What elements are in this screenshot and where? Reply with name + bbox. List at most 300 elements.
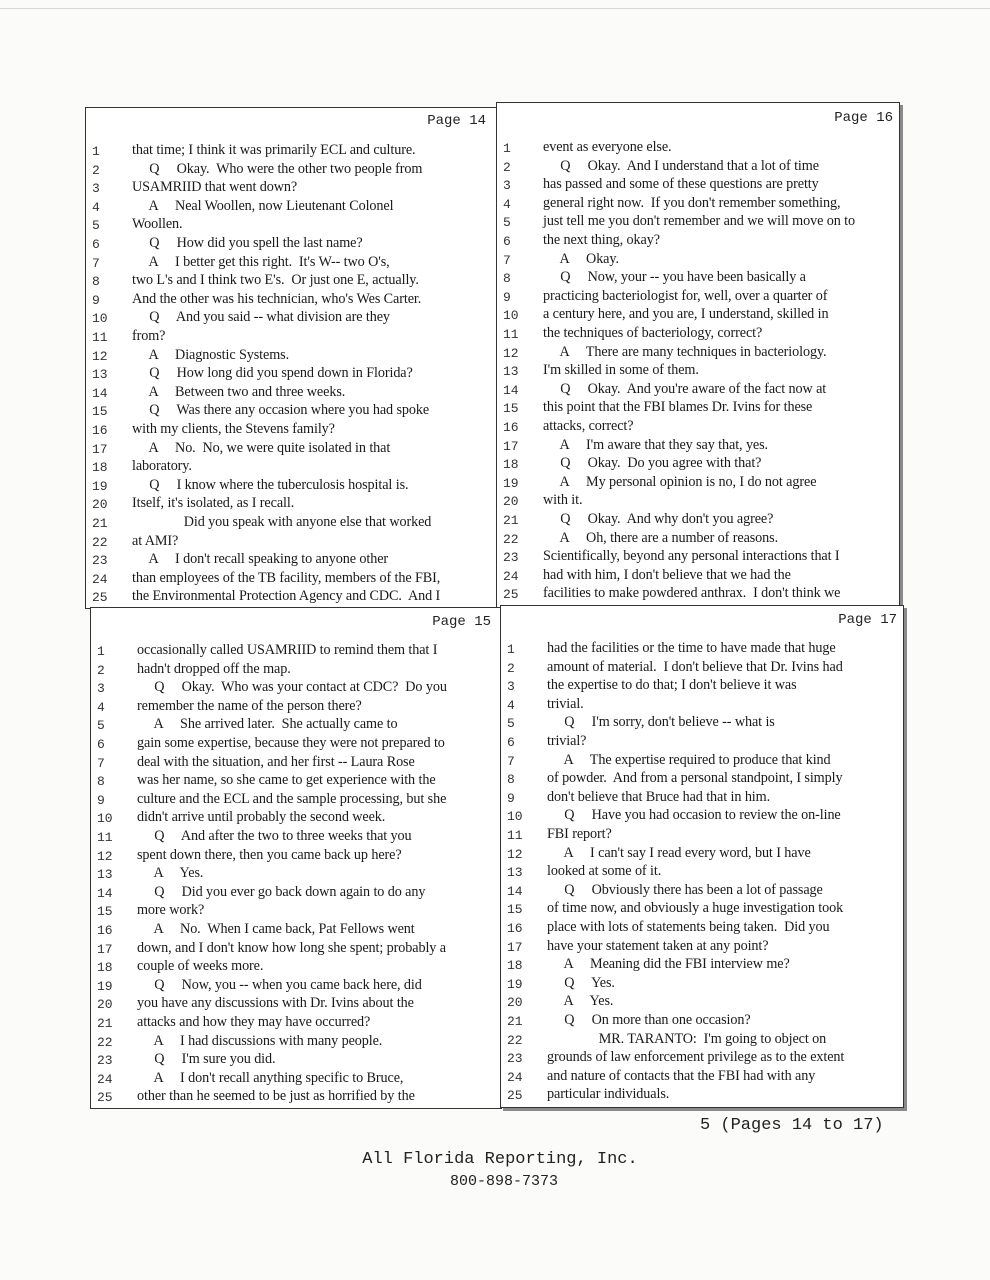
transcript-line	[91, 958, 501, 977]
transcript-line	[86, 328, 496, 347]
transcript-line	[91, 716, 501, 735]
line-text: have your statement taken at any point?	[547, 937, 769, 954]
line-number: 19	[97, 978, 113, 994]
line-text: with my clients, the Stevens family?	[132, 421, 335, 437]
transcript-line	[91, 865, 501, 884]
line-text: down, and I don't know how long she spent; probably a	[137, 939, 446, 956]
line-number: 12	[92, 348, 108, 364]
line-text: place with lots of statements being taken. Did you	[547, 919, 830, 935]
transcript-line	[91, 809, 501, 828]
line-number: 18	[507, 958, 523, 974]
line-text: Q Have you had occasion to review the on-line	[547, 807, 841, 824]
line-number: 11	[92, 330, 108, 345]
transcript-line	[497, 418, 899, 437]
line-text: A Between two and three weeks.	[132, 383, 346, 400]
line-text: Q Obviously there has been a lot of passage	[547, 881, 823, 898]
line-text: just tell me you don't remember and we will move on to	[543, 213, 855, 230]
line-number: 4	[92, 199, 100, 215]
line-text: A Oh, there are a number of reasons.	[543, 529, 779, 546]
line-text: than employees of the TB facility, members of the FBI,	[132, 569, 441, 586]
quadrant-page-17	[500, 605, 904, 1108]
transcript-line	[501, 807, 903, 826]
line-number: 15	[97, 904, 113, 920]
line-number: 11	[503, 327, 519, 342]
line-text: Q Okay. Who were the other two people from	[132, 160, 423, 177]
line-text: I'm skilled in some of them.	[543, 362, 699, 379]
transcript-line	[501, 863, 903, 882]
line-number: 19	[507, 976, 523, 992]
transcript-line	[91, 847, 501, 866]
line-text: spent down there, then you came back up here?	[137, 846, 402, 863]
line-number: 1	[97, 644, 105, 659]
transcript-line	[501, 1049, 903, 1068]
transcript-line	[497, 492, 899, 511]
transcript-line	[91, 940, 501, 959]
transcript-line	[91, 1070, 501, 1089]
line-text: A There are many techniques in bacteriology.	[543, 343, 827, 360]
transcript-line	[501, 845, 903, 864]
line-number: 4	[97, 699, 105, 715]
line-number: 3	[97, 681, 105, 697]
line-text: couple of weeks more.	[137, 958, 264, 975]
line-number: 20	[507, 995, 523, 1011]
line-text: A The expertise required to produce that kind	[547, 751, 831, 768]
line-number: 23	[503, 550, 519, 566]
line-text: A Diagnostic Systems.	[132, 346, 290, 363]
line-number: 8	[97, 774, 105, 790]
transcript-line	[91, 977, 501, 996]
line-text: from?	[132, 328, 166, 344]
line-text: remember the name of the person there?	[137, 697, 362, 714]
line-text: amount of material. I don't believe that Dr. Ivins had	[547, 658, 843, 675]
line-number: 10	[503, 308, 519, 324]
transcript-line	[91, 1014, 501, 1033]
line-number: 5	[507, 716, 515, 732]
line-number: 21	[97, 1016, 113, 1031]
transcript-line	[86, 216, 496, 235]
line-number: 16	[92, 423, 108, 438]
transcript-line	[86, 402, 496, 421]
transcript-line	[497, 195, 899, 214]
line-text: Q Did you ever go back down again to do any	[137, 883, 426, 900]
line-number: 20	[503, 494, 519, 510]
line-text: A Okay.	[543, 250, 619, 267]
transcript-line	[91, 735, 501, 754]
transcript-line	[501, 659, 903, 678]
line-number: 10	[507, 809, 523, 825]
line-number: 14	[92, 385, 108, 401]
transcript-line	[497, 548, 899, 567]
line-number: 24	[507, 1069, 523, 1085]
transcript-line	[497, 399, 899, 418]
line-number: 5	[92, 218, 100, 234]
line-text: A No. No, we were quite isolated in that	[132, 439, 391, 456]
transcript-line	[86, 309, 496, 328]
transcript-line	[86, 235, 496, 254]
line-text: A I had discussions with many people.	[137, 1032, 383, 1049]
transcript-line	[497, 511, 899, 530]
line-number: 23	[507, 1051, 523, 1067]
line-number: 20	[92, 497, 108, 513]
line-text: Q Okay. And I understand that a lot of time	[543, 157, 819, 174]
transcript-line	[501, 770, 903, 789]
transcript-line	[501, 919, 903, 938]
line-number: 18	[92, 460, 108, 476]
line-number: 24	[97, 1071, 113, 1087]
line-number: 25	[92, 590, 108, 606]
transcript-line	[86, 254, 496, 273]
line-number: 22	[97, 1034, 113, 1050]
line-text: A Yes.	[137, 865, 204, 882]
line-text: Q And after the two to three weeks that you	[137, 828, 412, 844]
line-text: was her name, so she came to get experience with the	[137, 772, 436, 789]
line-text: attacks, correct?	[543, 418, 634, 434]
line-number: 12	[507, 846, 523, 862]
line-number: 12	[503, 345, 519, 361]
transcript-line	[497, 474, 899, 493]
transcript-line	[497, 288, 899, 307]
transcript-line	[501, 882, 903, 901]
line-text: particular individuals.	[547, 1086, 670, 1103]
line-text: the Environmental Protection Agency and CDC. And I	[132, 588, 441, 605]
line-number: 3	[507, 679, 515, 695]
line-number: 12	[97, 848, 113, 864]
transcript-line	[91, 772, 501, 791]
line-number: 20	[97, 997, 113, 1013]
transcript-line	[86, 291, 496, 310]
footer-phone-number: 800-898-7373	[449, 1173, 559, 1190]
line-number: 8	[92, 274, 100, 290]
line-text: Q How did you spell the last name?	[132, 235, 363, 251]
line-text: Q And you said -- what division are they	[132, 309, 390, 326]
quadrant-page-16	[496, 102, 900, 608]
line-text: Q Now, you -- when you came back here, did	[137, 976, 422, 993]
line-number: 21	[92, 516, 108, 531]
page-label: Page 16	[834, 110, 893, 126]
line-number: 1	[507, 642, 515, 657]
line-number: 9	[503, 289, 511, 305]
line-number: 22	[92, 534, 108, 550]
line-text: at AMI?	[132, 532, 179, 549]
line-text: hadn't dropped off the map.	[137, 660, 291, 677]
transcript-line	[86, 161, 496, 180]
line-text: of time now, and obviously a huge investigation took	[547, 900, 844, 917]
line-text: Itself, it's isolated, as I recall.	[132, 495, 295, 512]
line-number: 10	[92, 311, 108, 327]
line-number: 8	[507, 772, 515, 788]
transcript-line	[497, 139, 899, 158]
line-text: grounds of law enforcement privilege as to the extent	[547, 1049, 845, 1066]
line-text: more work?	[137, 902, 205, 919]
transcript-line	[91, 661, 501, 680]
transcript-line	[91, 1033, 501, 1052]
line-number: 3	[503, 178, 511, 194]
transcript-line	[501, 993, 903, 1012]
transcript-line	[91, 642, 501, 661]
line-text: had the facilities or the time to have made that huge	[547, 640, 836, 656]
line-number: 9	[92, 292, 100, 308]
transcript-line	[497, 455, 899, 474]
transcript-line	[497, 530, 899, 549]
line-number: 13	[92, 367, 108, 383]
line-text: don't believe that Bruce had that in him.	[547, 788, 771, 805]
transcript-line	[86, 588, 496, 607]
line-number: 16	[97, 923, 113, 938]
transcript-line	[91, 698, 501, 717]
line-text: laboratory.	[132, 458, 192, 475]
transcript-line	[501, 900, 903, 919]
line-number: 23	[92, 553, 108, 569]
transcript-line	[497, 585, 899, 604]
transcript-line	[86, 495, 496, 514]
line-text: deal with the situation, and her first -- Laura Rose	[137, 753, 415, 770]
transcript-line	[86, 179, 496, 198]
line-text: A I don't recall anything specific to Bruce,	[137, 1069, 404, 1086]
line-text: Scientifically, beyond any personal interactions that I	[543, 548, 840, 565]
transcript-line	[497, 381, 899, 400]
line-text: And the other was his technician, who's Wes Carter.	[132, 290, 422, 307]
line-number: 19	[503, 475, 519, 491]
line-text: event as everyone else.	[543, 139, 672, 155]
transcript-line	[497, 251, 899, 270]
line-text: gain some expertise, because they were not prepared to	[137, 735, 445, 751]
line-text: MR. TARANTO: I'm going to object on	[547, 1030, 827, 1047]
line-text: and nature of contacts that the FBI had with any	[547, 1067, 816, 1084]
quadrant-page-15	[90, 607, 502, 1109]
line-number: 7	[503, 252, 511, 268]
transcript-line	[91, 828, 501, 847]
transcript-line	[86, 347, 496, 366]
line-text: the expertise to do that; I don't believe it was	[547, 677, 797, 694]
line-number: 2	[97, 662, 105, 678]
transcript-line	[497, 158, 899, 177]
transcript-line	[497, 213, 899, 232]
transcript-line	[86, 421, 496, 440]
line-number: 15	[92, 404, 108, 420]
line-number: 14	[507, 883, 523, 899]
line-text: Q Okay. And why don't you agree?	[543, 511, 774, 527]
top-edge-rule	[0, 8, 990, 9]
line-number: 9	[97, 792, 105, 808]
transcript-line	[501, 1086, 903, 1105]
line-number: 16	[503, 420, 519, 435]
line-text: facilities to make powdered anthrax. I don't think we	[543, 585, 841, 602]
line-text: Q Now, your -- you have been basically a	[543, 269, 806, 286]
line-text: you have any discussions with Dr. Ivins about the	[137, 995, 414, 1012]
line-text: Q I'm sure you did.	[137, 1051, 276, 1068]
line-text: the next thing, okay?	[543, 232, 660, 248]
transcript-line	[501, 1031, 903, 1050]
transcript-line	[497, 567, 899, 586]
transcript-line	[501, 975, 903, 994]
line-number: 6	[503, 234, 511, 249]
line-number: 6	[507, 735, 515, 750]
transcript-line	[497, 437, 899, 456]
transcript-line	[497, 232, 899, 251]
line-text: Q I know where the tuberculosis hospital is.	[132, 476, 409, 493]
page-label: Page 15	[432, 614, 491, 630]
transcript-line	[497, 176, 899, 195]
transcript-line	[86, 477, 496, 496]
transcript-line	[497, 362, 899, 381]
line-text: Did you speak with anyone else that worked	[132, 514, 432, 530]
transcript-line	[86, 142, 496, 161]
transcript-line	[501, 938, 903, 957]
line-number: 25	[503, 587, 519, 603]
line-number: 17	[503, 438, 519, 454]
transcript-line	[497, 269, 899, 288]
line-text: two L's and I think two E's. Or just one E, actually.	[132, 272, 419, 289]
transcript-line	[91, 679, 501, 698]
transcript-line	[501, 640, 903, 659]
line-number: 14	[97, 885, 113, 901]
line-number: 2	[503, 159, 511, 175]
line-text: Q I'm sorry, don't believe -- what is	[547, 714, 775, 731]
line-number: 4	[507, 697, 515, 713]
line-number: 10	[97, 811, 113, 827]
line-text: Q How long did you spend down in Florida?	[132, 365, 413, 382]
line-number: 13	[507, 865, 523, 881]
transcript-line	[91, 754, 501, 773]
line-text: culture and the ECL and the sample processing, but she	[137, 790, 447, 807]
line-text: Q Okay. Do you agree with that?	[543, 455, 762, 472]
line-number: 6	[92, 237, 100, 252]
transcript-line	[86, 570, 496, 589]
transcript-line	[86, 551, 496, 570]
line-number: 2	[92, 162, 100, 178]
line-text: trivial?	[547, 733, 587, 749]
transcript-line	[91, 995, 501, 1014]
transcript-line	[501, 826, 903, 845]
transcript-line	[497, 325, 899, 344]
line-number: 19	[92, 478, 108, 494]
line-text: a century here, and you are, I understand, skilled in	[543, 306, 829, 323]
transcript-line	[91, 884, 501, 903]
transcript-line	[501, 677, 903, 696]
line-number: 6	[97, 737, 105, 752]
line-number: 17	[507, 939, 523, 955]
line-number: 9	[507, 790, 515, 806]
transcript-line	[501, 1068, 903, 1087]
line-number: 24	[503, 568, 519, 584]
page-label: Page 17	[838, 612, 897, 628]
line-number: 18	[97, 960, 113, 976]
line-text: didn't arrive until probably the second week.	[137, 809, 386, 826]
footer-company-name: All Florida Reporting, Inc.	[362, 1150, 638, 1169]
line-text: A Yes.	[547, 993, 614, 1010]
line-text: USAMRIID that went down?	[132, 179, 298, 196]
line-number: 23	[97, 1053, 113, 1069]
line-text: with it.	[543, 492, 583, 509]
line-text: Q Yes.	[547, 974, 615, 991]
line-text: that time; I think it was primarily ECL and culture.	[132, 142, 416, 158]
line-text: FBI report?	[547, 826, 612, 842]
transcript-line	[91, 902, 501, 921]
line-text: this point that the FBI blames Dr. Ivins for these	[543, 399, 813, 416]
line-text: A I'm aware that they say that, yes.	[543, 436, 768, 453]
transcript-line	[86, 514, 496, 533]
line-number: 14	[503, 382, 519, 398]
transcript-line	[501, 733, 903, 752]
line-number: 5	[503, 215, 511, 231]
line-number: 15	[503, 401, 519, 417]
transcript-line	[501, 956, 903, 975]
line-text: A She arrived later. She actually came to	[137, 716, 398, 733]
page-label: Page 14	[427, 113, 486, 129]
line-text: Q Okay. Who was your contact at CDC? Do you	[137, 679, 447, 696]
line-number: 5	[97, 718, 105, 734]
line-number: 21	[503, 513, 519, 528]
transcript-line	[86, 533, 496, 552]
line-number: 25	[507, 1088, 523, 1104]
transcript-line	[497, 306, 899, 325]
line-text: general right now. If you don't remember something,	[543, 194, 841, 211]
line-number: 2	[507, 660, 515, 676]
line-text: A Meaning did the FBI interview me?	[547, 956, 790, 973]
transcript-line	[86, 458, 496, 477]
transcript-line	[86, 272, 496, 291]
line-number: 13	[97, 867, 113, 883]
quadrant-page-14	[85, 107, 497, 609]
line-number: 18	[503, 457, 519, 473]
line-text: other than he seemed to be just as horrified by the	[137, 1088, 415, 1105]
line-number: 11	[97, 830, 113, 845]
line-text: trivial.	[547, 695, 584, 712]
transcript-line	[501, 789, 903, 808]
transcript-line	[86, 198, 496, 217]
transcript-line	[501, 714, 903, 733]
transcript-line	[501, 696, 903, 715]
line-text: had with him, I don't believe that we had the	[543, 566, 791, 583]
line-number: 17	[92, 441, 108, 457]
transcript-line	[86, 365, 496, 384]
line-text: the techniques of bacteriology, correct?	[543, 325, 763, 341]
transcript-line	[91, 1088, 501, 1107]
line-number: 24	[92, 571, 108, 587]
line-text: Woollen.	[132, 216, 183, 233]
line-text: A I don't recall speaking to anyone other	[132, 551, 389, 568]
line-number: 8	[503, 271, 511, 287]
line-text: looked at some of it.	[547, 863, 662, 880]
footer-pages-range: 5 (Pages 14 to 17)	[700, 1116, 884, 1135]
transcript-line	[86, 384, 496, 403]
line-text: of powder. And from a personal standpoint, I simply	[547, 770, 843, 787]
line-number: 25	[97, 1090, 113, 1106]
transcript-line	[86, 440, 496, 459]
line-number: 1	[92, 144, 100, 159]
line-number: 17	[97, 941, 113, 957]
line-number: 16	[507, 921, 523, 936]
line-number: 7	[92, 255, 100, 271]
line-number: 22	[507, 1032, 523, 1048]
line-text: A I better get this right. It's W-- two O's,	[132, 253, 390, 270]
line-text: A I can't say I read every word, but I have	[547, 844, 811, 861]
line-number: 15	[507, 902, 523, 918]
line-number: 1	[503, 141, 511, 156]
line-number: 3	[92, 181, 100, 197]
line-text: A No. When I came back, Pat Fellows went	[137, 921, 415, 937]
line-text: practicing bacteriologist for, well, over a quarter of	[543, 287, 828, 304]
line-number: 7	[507, 753, 515, 769]
line-number: 11	[507, 828, 523, 843]
line-text: Q On more than one occasion?	[547, 1012, 751, 1028]
line-text: attacks and how they may have occurred?	[137, 1014, 371, 1030]
line-text: Q Okay. And you're aware of the fact now at	[543, 380, 827, 397]
line-number: 22	[503, 531, 519, 547]
transcript-line	[501, 752, 903, 771]
line-number: 7	[97, 755, 105, 771]
line-text: occasionally called USAMRIID to remind them that I	[137, 642, 438, 658]
